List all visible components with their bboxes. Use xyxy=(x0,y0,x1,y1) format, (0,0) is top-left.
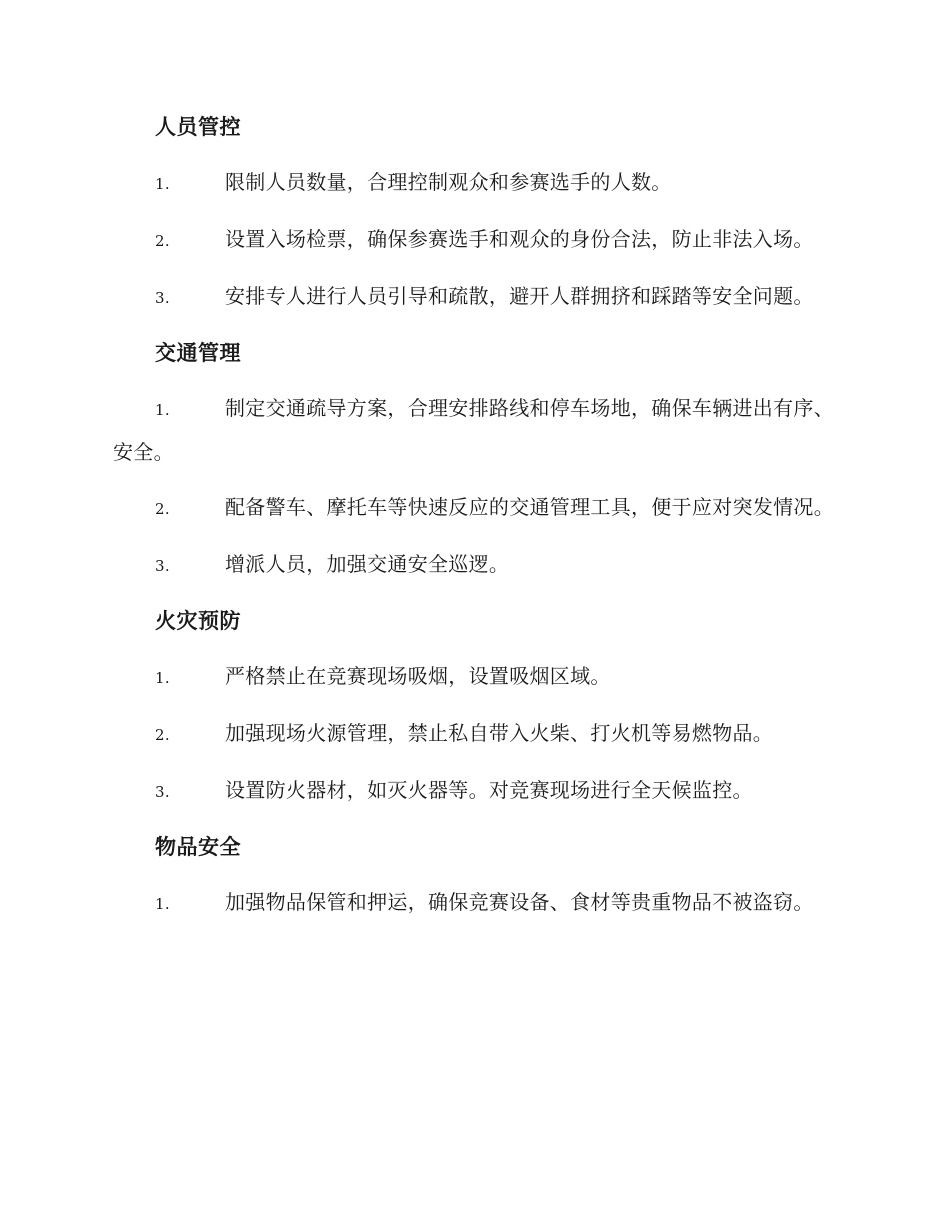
list-item-number: 2. xyxy=(155,500,170,518)
list-item-number: 1. xyxy=(155,401,170,419)
list-item-text: 严格禁止在竞赛现场吸烟，设置吸烟区域。 xyxy=(225,664,611,688)
list-item xyxy=(113,387,835,473)
section-heading-fire-prevention: 火灾预防 xyxy=(155,609,241,633)
list-item xyxy=(113,769,835,813)
list-item-text: 设置防火器材，如灭火器等。对竞赛现场进行全天候监控。 xyxy=(225,778,753,802)
document-body xyxy=(113,106,835,938)
list-item-number: 3. xyxy=(155,783,170,801)
list-item-text: 制定交通疏导方案，合理安排路线和停车场地，确保车辆进出有序、安全。 xyxy=(113,396,834,464)
list-item xyxy=(113,275,835,319)
section-heading-personnel: 人员管控 xyxy=(155,115,241,139)
list-item-number: 3. xyxy=(155,289,170,307)
list-item-number: 1. xyxy=(155,669,170,687)
list-item-number: 3. xyxy=(155,557,170,575)
list-item-text: 设置入场检票，确保参赛选手和观众的身份合法，防止非法入场。 xyxy=(225,227,814,251)
list-item-text: 安排专人进行人员引导和疏散，避开人群拥挤和踩踏等安全问题。 xyxy=(225,284,814,308)
list-item-text: 加强现场火源管理，禁止私自带入火柴、打火机等易燃物品。 xyxy=(225,721,774,745)
list-item-text: 配备警车、摩托车等快速反应的交通管理工具，便于应对突发情况。 xyxy=(225,495,834,519)
list-item-number: 2. xyxy=(155,232,170,250)
list-item-text: 加强物品保管和押运，确保竞赛设备、食材等贵重物品不被盗窃。 xyxy=(225,890,814,914)
section-heading-traffic: 交通管理 xyxy=(155,341,241,365)
list-item-number: 1. xyxy=(155,175,170,193)
list-item xyxy=(113,218,835,262)
list-item xyxy=(113,881,835,925)
list-item xyxy=(113,543,835,587)
list-item-text: 限制人员数量，合理控制观众和参赛选手的人数。 xyxy=(225,170,672,194)
list-item xyxy=(113,486,835,530)
list-item xyxy=(113,655,835,699)
list-item-text: 增派人员，加强交通安全巡逻。 xyxy=(225,552,510,576)
list-item xyxy=(113,712,835,756)
list-item-number: 2. xyxy=(155,726,170,744)
list-item xyxy=(113,161,835,205)
section-heading-property-safety: 物品安全 xyxy=(155,835,241,859)
list-item-number: 1. xyxy=(155,895,170,913)
